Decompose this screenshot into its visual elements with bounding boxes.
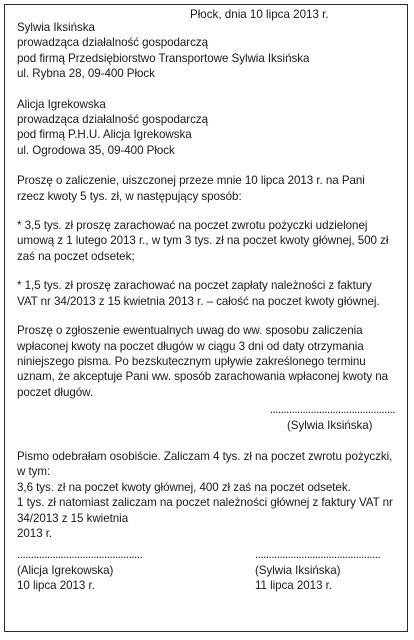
final-signatures [17,547,395,593]
debtor-address: ul. Ogrodowa 35, 09-400 Płock [17,143,175,157]
item-loan-paragraph: * 3,5 tys. zł proszę zarachować na poczet zwrotu pożyczki udzielonej umową z 1 lutego 2013 r., w tym 3 tys. zł na poczet kwoty głównej, 500 zł zaś na poczet odsetek; [17,219,389,263]
intro-paragraph: Proszę o zaliczenie, uiszczonej przeze mnie 10 lipca 2013 r. na Pani rzecz kwoty 5 tys. zł, w następujący sposób: [17,174,365,203]
creditor-address: ul. Rybna 28, 09-400 Płock [17,67,155,81]
debtor-company: pod firmą P.H.U. Alicja Igrekowska [17,128,192,142]
request-paragraph: Proszę o zgłoszenie ewentualnych uwag do ww. sposobu zaliczenia wpłaconej kwoty na poczet długów w ciągu 3 dni od daty otrzymania niniejszego pisma. Po bezskutecznym upływie zakreślonego terminu uznam, że akceptuje Pani ww. sposób zarachowania wpłaconej kwoty na poczet długów. [17,324,389,399]
debtor-block [17,97,395,159]
creditor-block [17,20,395,82]
creditor-company: pod firmą Przedsiębiorstwo Transportowe Sylwia Iksińska [17,51,310,65]
signature-name-debtor: (Alicja Igrekowska) [17,563,114,577]
place-date: Płock, dnia 10 lipca 2013 r. [190,8,329,21]
reply-line-2: 3,6 tys. zł na poczet kwoty głównej, 400 zł zaś na poczet odsetek. [17,480,351,494]
creditor-name: Sylwia Iksińska [17,21,95,34]
signature-creditor [17,402,395,433]
signature-line-debtor: .............................................. [17,548,143,562]
letter-body [17,7,395,594]
debtor-name: Alicja Igrekowska [17,97,106,111]
signature-line: .............................................. [269,403,395,417]
debtor-activity: prowadząca działalność gospodarczą [17,113,209,127]
reply-line-4: 2013 r. [17,526,53,540]
signature-date-debtor: 10 lipca 2013 r. [17,579,95,593]
signature-date-creditor: 11 lipca 2013 r. [255,579,332,593]
item-invoice-paragraph: * 1,5 tys. zł proszę zarachować na poczet zapłaty należności z faktury VAT nr 34/2013 z 15 kwietnia 2013 r. – całość na poczet kwoty głównej. [17,279,380,308]
signature-line-creditor: .............................................. [255,548,381,562]
signature-name: (Sylwia Iksińska) [287,418,373,432]
signature-name-creditor: (Sylwia Iksińska) [255,563,341,577]
reply-line-1: Pismo odebrałam osobiście. Zaliczam 4 tys. zł na poczet zwrotu pożyczki, w tym: [17,449,393,479]
creditor-activity: prowadząca działalność gospodarczą [17,36,209,50]
reply-line-3: 1 tys. zł natomiast zaliczam na poczet należności głównej z faktury VAT nr 34/2013 z 15 kwietnia [17,496,393,525]
